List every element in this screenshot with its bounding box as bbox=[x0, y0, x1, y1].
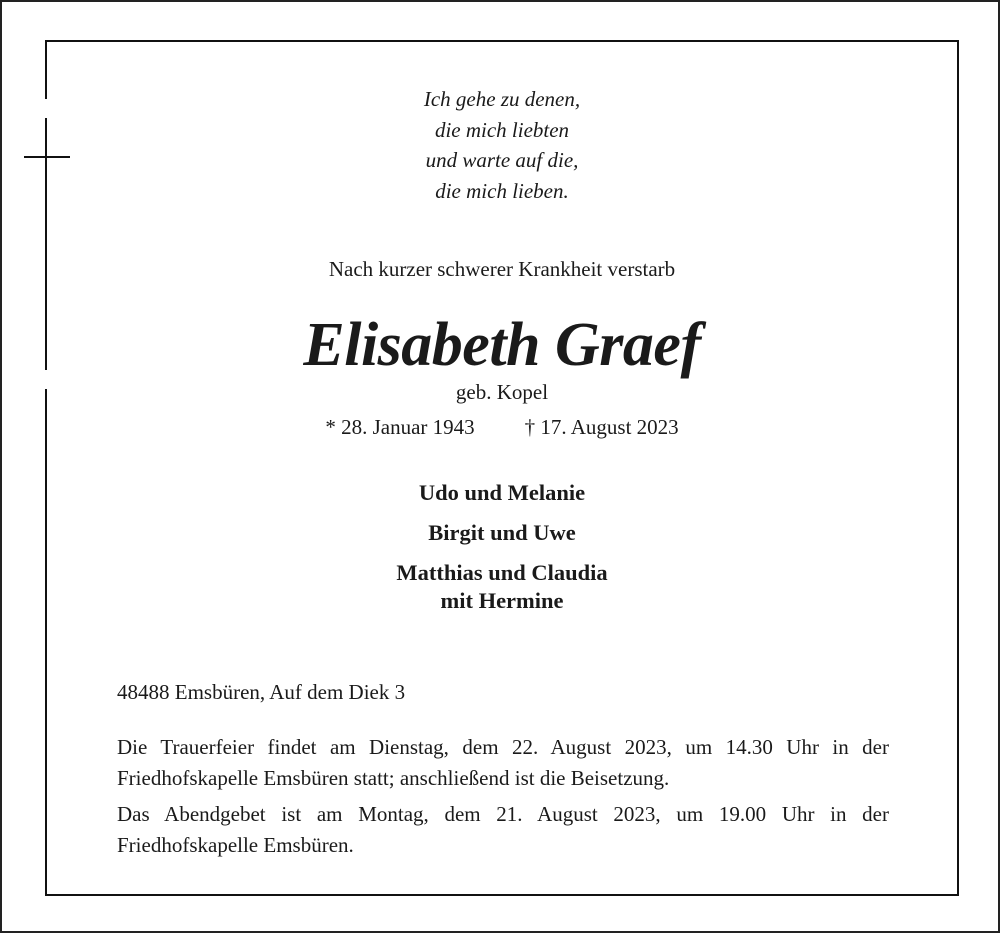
poem-line: und warte auf die, bbox=[425, 148, 579, 172]
cross-vertical-bottom bbox=[45, 389, 47, 896]
poem-line: die mich liebten bbox=[434, 117, 570, 142]
family-members bbox=[2, 479, 1000, 615]
funeral-notice: Die Trauerfeier findet am Dienstag, dem 22. August 2023, um 14.30 Uhr in der Friedhofskapelle Emsbüren statt; anschließend ist die Beisetzung. bbox=[117, 735, 889, 790]
intro-text: Nach kurzer schwerer Krankheit verstarb bbox=[328, 257, 676, 281]
family-line bbox=[2, 559, 1000, 615]
family-line: Udo und Melanie bbox=[418, 480, 586, 505]
birth-date: * 28. Januar 1943 bbox=[325, 415, 475, 439]
poem-line: die mich lieben. bbox=[435, 178, 569, 203]
life-dates bbox=[2, 415, 1000, 440]
poem bbox=[2, 84, 1000, 206]
evening-prayer-notice: Das Abendgebet ist am Montag, dem 21. August 2023, um 19.00 Uhr in der Friedhofskapelle Emsbüren. bbox=[117, 802, 889, 857]
address: 48488 Emsbüren, Auf dem Diek 3 bbox=[117, 680, 406, 704]
poem-line: Ich gehe zu denen, bbox=[423, 87, 581, 111]
family-line-name: Matthias und Claudia bbox=[396, 560, 608, 585]
maiden-name: geb. Kopel bbox=[455, 380, 549, 404]
deceased-name: Elisabeth Graef bbox=[303, 311, 701, 379]
death-date: † 17. August 2023 bbox=[524, 415, 679, 439]
family-line-name: mit Hermine bbox=[440, 588, 564, 613]
family-line: Birgit und Uwe bbox=[428, 520, 576, 545]
